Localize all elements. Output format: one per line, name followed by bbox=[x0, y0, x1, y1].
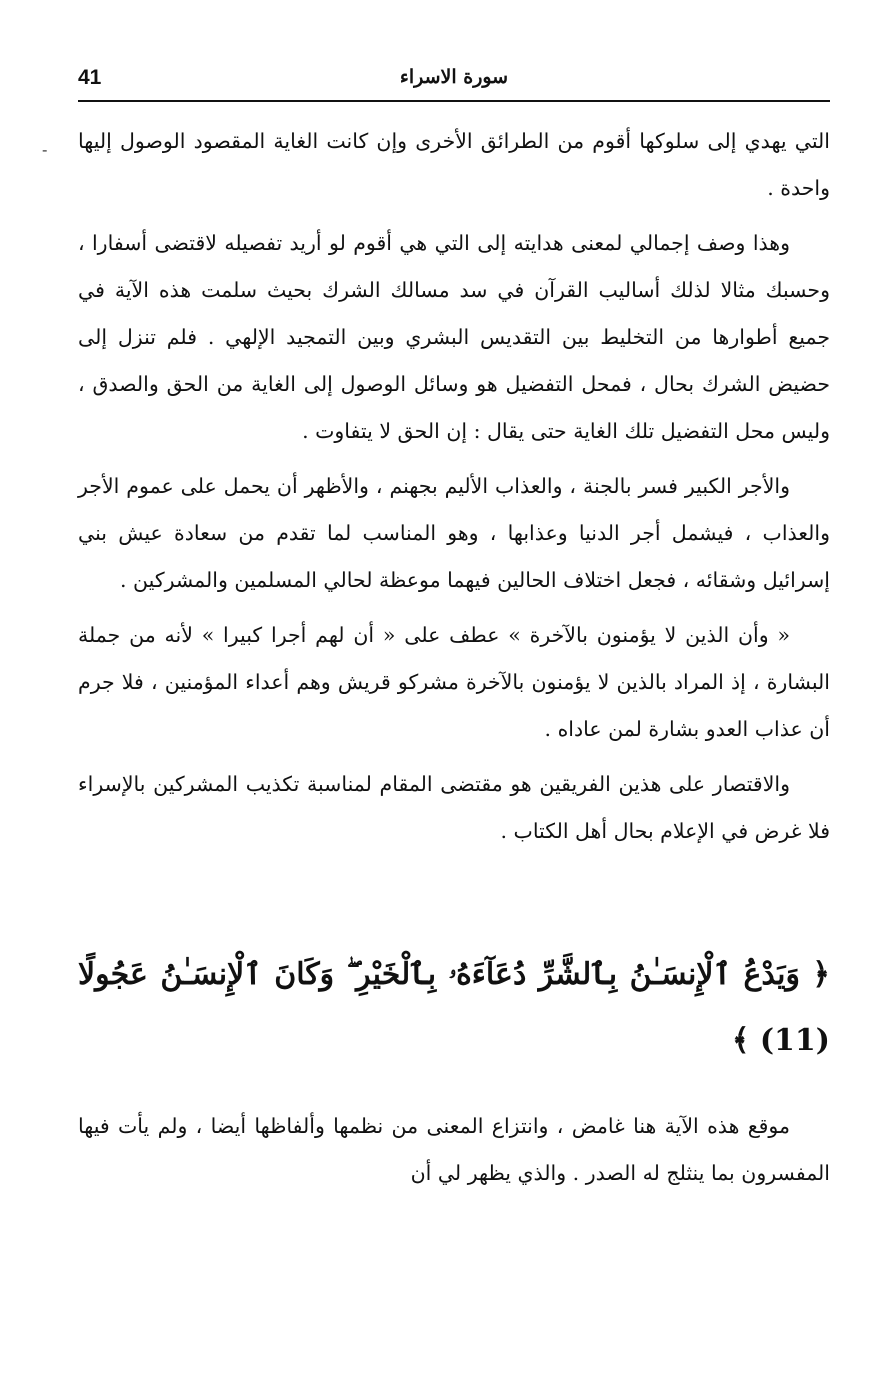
page-number: 41 bbox=[78, 66, 102, 89]
quran-verse: ﴿ وَيَدْعُ ٱلْإِنسَـٰنُ بِٱلشَّرِّ دُعَآءَهُۥ بِٱلْخَيْرِ ۖ وَكَانَ ٱلْإِنسَـٰنُ عَجُولًا (11) ﴾ bbox=[78, 957, 830, 1058]
paragraph-reward: والأجر الكبير فسر بالجنة ، والعذاب الأليم بجهنم ، والأظهر أن يحمل على عموم الأجر والعذاب ، فيشمل أجر الدنيا وعذابها ، وهو المناسب لما تقدم من سعادة عيش بني إسرائيل وشقائه ، فجعل اختلاف الحالين فيهما موعظة لحالي المسلمين والمشركين . bbox=[78, 474, 831, 592]
paragraph-two-groups: والاقتصار على هذين الفريقين هو مقتضى المقام لمناسبة تكذيب المشركين بالإسراء فلا غرض في الإعلام بحال أهل الكتاب . bbox=[78, 772, 830, 843]
running-title: سورة الاسراء bbox=[399, 66, 509, 88]
paragraph-continuation: التي يهدي إلى سلوكها أقوم من الطرائق الأخرى وإن كانت الغاية المقصود الوصول إليها واحدة . bbox=[78, 129, 830, 200]
page-header bbox=[78, 62, 830, 102]
margin-mark: - bbox=[42, 140, 48, 159]
paragraph-disbelievers: « وأن الذين لا يؤمنون بالآخرة » عطف على « أن لهم أجرا كبيرا » لأنه من جملة البشارة ، إذ المراد بالذين لا يؤمنون بالآخرة مشركو قريش وهم أعداء المؤمنين ، فلا جرم أن عذاب العدو بشارة لمن عاداه . bbox=[78, 623, 830, 741]
commentary-body-continued bbox=[78, 1103, 830, 1197]
paragraph-verse-context: موقع هذه الآية هنا غامض ، وانتزاع المعنى من نظمها وألفاظها أيضا ، ولم يأت فيها المفسرون بما ينثلج له الصدر . والذي يظهر لي أن bbox=[78, 1114, 830, 1185]
paragraph-guidance: وهذا وصف إجمالي لمعنى هدايته إلى التي هي أقوم لو أريد تفصيله لاقتضى أسفارا ، وحسبك مثالا لذلك أساليب القرآن في سد مسالك الشرك بحيث سلمت هذه الآية في جميع أطوارها من التخليط بين التقديس البشري وبين التمجيد الإلهي . فلم تنزل إلى حضيض الشرك بحال ، فمحل التفضيل هو وسائل الوصول إلى الغاية من الحق والصدق ، وليس محل التفضيل تلك الغاية حتى يقال : إن الحق لا يتفاوت . bbox=[78, 231, 830, 443]
commentary-body bbox=[78, 118, 830, 855]
